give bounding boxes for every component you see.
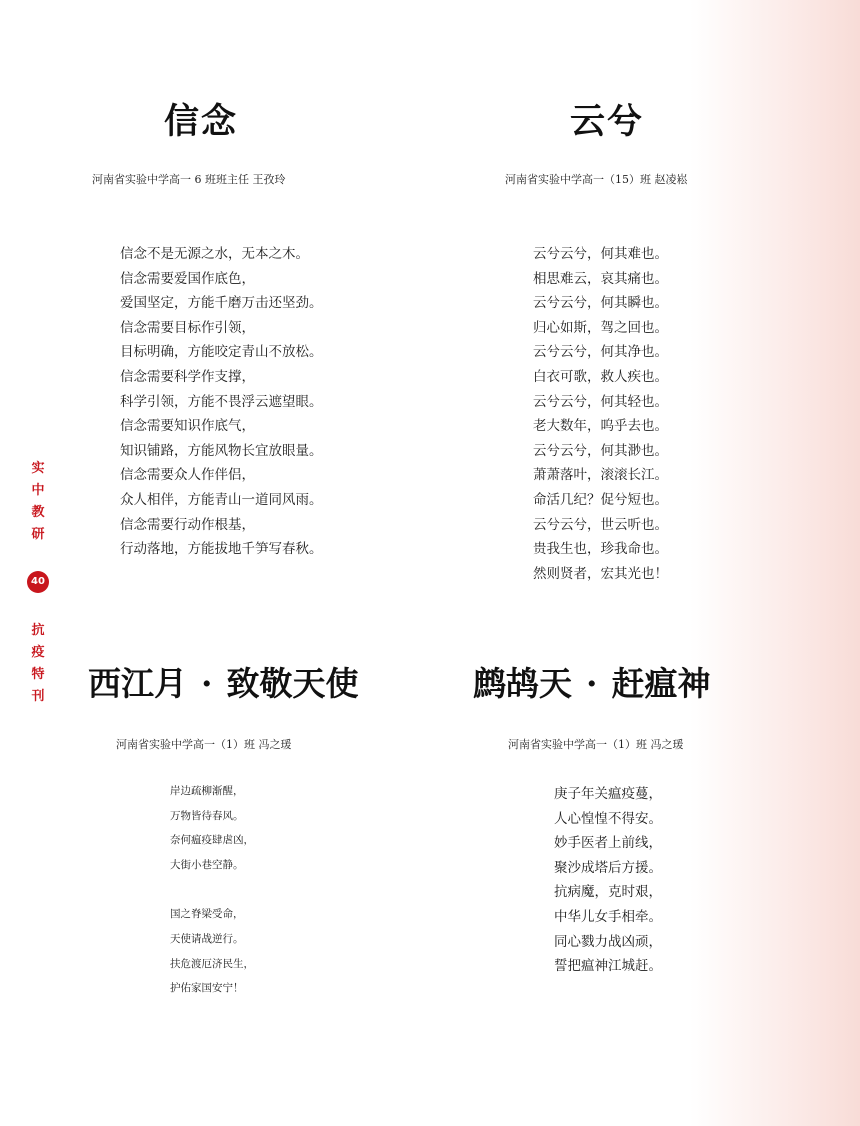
poem-title: 云兮 [570, 101, 645, 142]
poem-line: 天使请战逆行。 [170, 932, 244, 945]
poem-line: 萧萧落叶，滚滚长江。 [533, 467, 668, 484]
poem-title-sub: 致敬天使 [226, 664, 359, 703]
poem-line: 中华儿女手相牵。 [554, 908, 662, 925]
poem-line: 大街小巷空静。 [170, 858, 244, 871]
poem-byline: 河南省实验中学高一（15）班 赵凌崧 [505, 173, 688, 186]
poem-body [554, 782, 662, 979]
poem-body [533, 242, 668, 586]
poem-line: 云兮云兮，何其瞬也。 [533, 295, 668, 312]
sidebar-char: 刊 [31, 689, 45, 704]
sidebar-char: 研 [31, 527, 45, 542]
poem-line: 爱国坚定，方能千磨万击还坚劲。 [120, 295, 323, 312]
poem-byline: 河南省实验中学高一（1）班 冯之瑗 [116, 738, 292, 751]
poem-line: 聚沙成塔后方援。 [554, 859, 662, 876]
poem-line: 信念需要行动作根基， [120, 516, 255, 533]
poem-line: 护佑家国安宁！ [170, 982, 244, 995]
sidebar-char: 教 [31, 505, 45, 520]
poem-line: 奈何瘟疫肆虐凶， [170, 834, 254, 847]
sidebar-section-label [27, 458, 49, 546]
poem-line: 目标明确，方能咬定青山不放松。 [120, 344, 323, 361]
poem-line: 信念不是无源之水，无本之木。 [120, 246, 309, 262]
title-separator: · [586, 664, 598, 703]
title-separator: · [201, 664, 213, 703]
poem-line: 人心惶惶不得安。 [554, 810, 662, 827]
poem-line: 扶危渡厄济民生， [170, 957, 254, 970]
poem-line: 贵我生也，珍我命也。 [533, 541, 668, 558]
poem-title-sub: 赶瘟神 [611, 664, 711, 703]
poem-line: 白衣可歌，救人疾也。 [533, 368, 668, 385]
poem-line: 信念需要爱国作底色， [120, 270, 255, 287]
poem-line: 岸边疏柳渐醒， [170, 785, 244, 797]
poem-line: 云兮云兮，何其渺也。 [533, 442, 668, 459]
sidebar-issue-label [27, 620, 49, 708]
poem-body [170, 779, 254, 1001]
poem-line: 归心如斯，驾之回也。 [533, 319, 668, 336]
sidebar-char: 疫 [31, 645, 45, 660]
poem-line: 国之脊梁受命， [170, 908, 244, 921]
sidebar-char: 抗 [31, 623, 45, 638]
poem-byline: 河南省实验中学高一 6 班班主任 王孜玲 [92, 173, 286, 186]
poem-line: 云兮云兮，何其难也。 [533, 246, 668, 262]
poem-title [473, 658, 711, 705]
poem-line: 信念需要科学作支撑， [120, 368, 255, 385]
sidebar-char: 实 [31, 461, 45, 476]
poem-title: 信念 [164, 101, 239, 142]
poem-title-main: 鹧鸪天 [473, 664, 572, 703]
poem-line: 云兮云兮，何其净也。 [533, 344, 668, 361]
poem-line: 誓把瘟神江城赶。 [554, 958, 662, 975]
poem-line: 信念需要知识作底气， [120, 418, 255, 435]
poem-line: 科学引领，方能不畏浮云遮望眼。 [120, 393, 323, 410]
poem-line: 抗病魔，克时艰， [554, 884, 662, 901]
poem-line: 知识铺路，方能风物长宜放眼量。 [120, 442, 323, 459]
poem-line: 信念需要目标作引领， [120, 319, 255, 336]
sidebar-char: 特 [31, 667, 45, 682]
poem-line: 然则贤者，宏其光也！ [533, 565, 668, 582]
poem-line: 相思难云，哀其痛也。 [533, 270, 668, 287]
page-number-badge: 40 [27, 571, 49, 593]
poem-line: 万物皆待春风。 [170, 809, 244, 822]
poem-line: 命活几纪？促兮短也。 [533, 491, 668, 508]
poem-line: 云兮云兮，何其轻也。 [533, 393, 668, 410]
poem-body [120, 242, 323, 562]
poem-line: 云兮云兮，世云听也。 [533, 516, 668, 533]
poem-line: 妙手医者上前线， [554, 835, 662, 852]
poem-line: 老大数年，呜乎去也。 [533, 418, 668, 435]
poem-line: 同心戮力战凶顽， [554, 933, 662, 950]
poem-line: 庚子年关瘟疫蔓， [554, 786, 662, 802]
poem-line: 行动落地，方能拔地千笋写春秋。 [120, 541, 323, 558]
poem-byline: 河南省实验中学高一（1）班 冯之瑗 [508, 738, 684, 751]
poem-line: 众人相伴，方能青山一道同风雨。 [120, 491, 323, 508]
poem-title-main: 西江月 [88, 664, 187, 703]
poem-line: 信念需要众人作伴侣， [120, 467, 255, 484]
sidebar-char: 中 [31, 483, 45, 498]
poem-title [88, 658, 359, 705]
